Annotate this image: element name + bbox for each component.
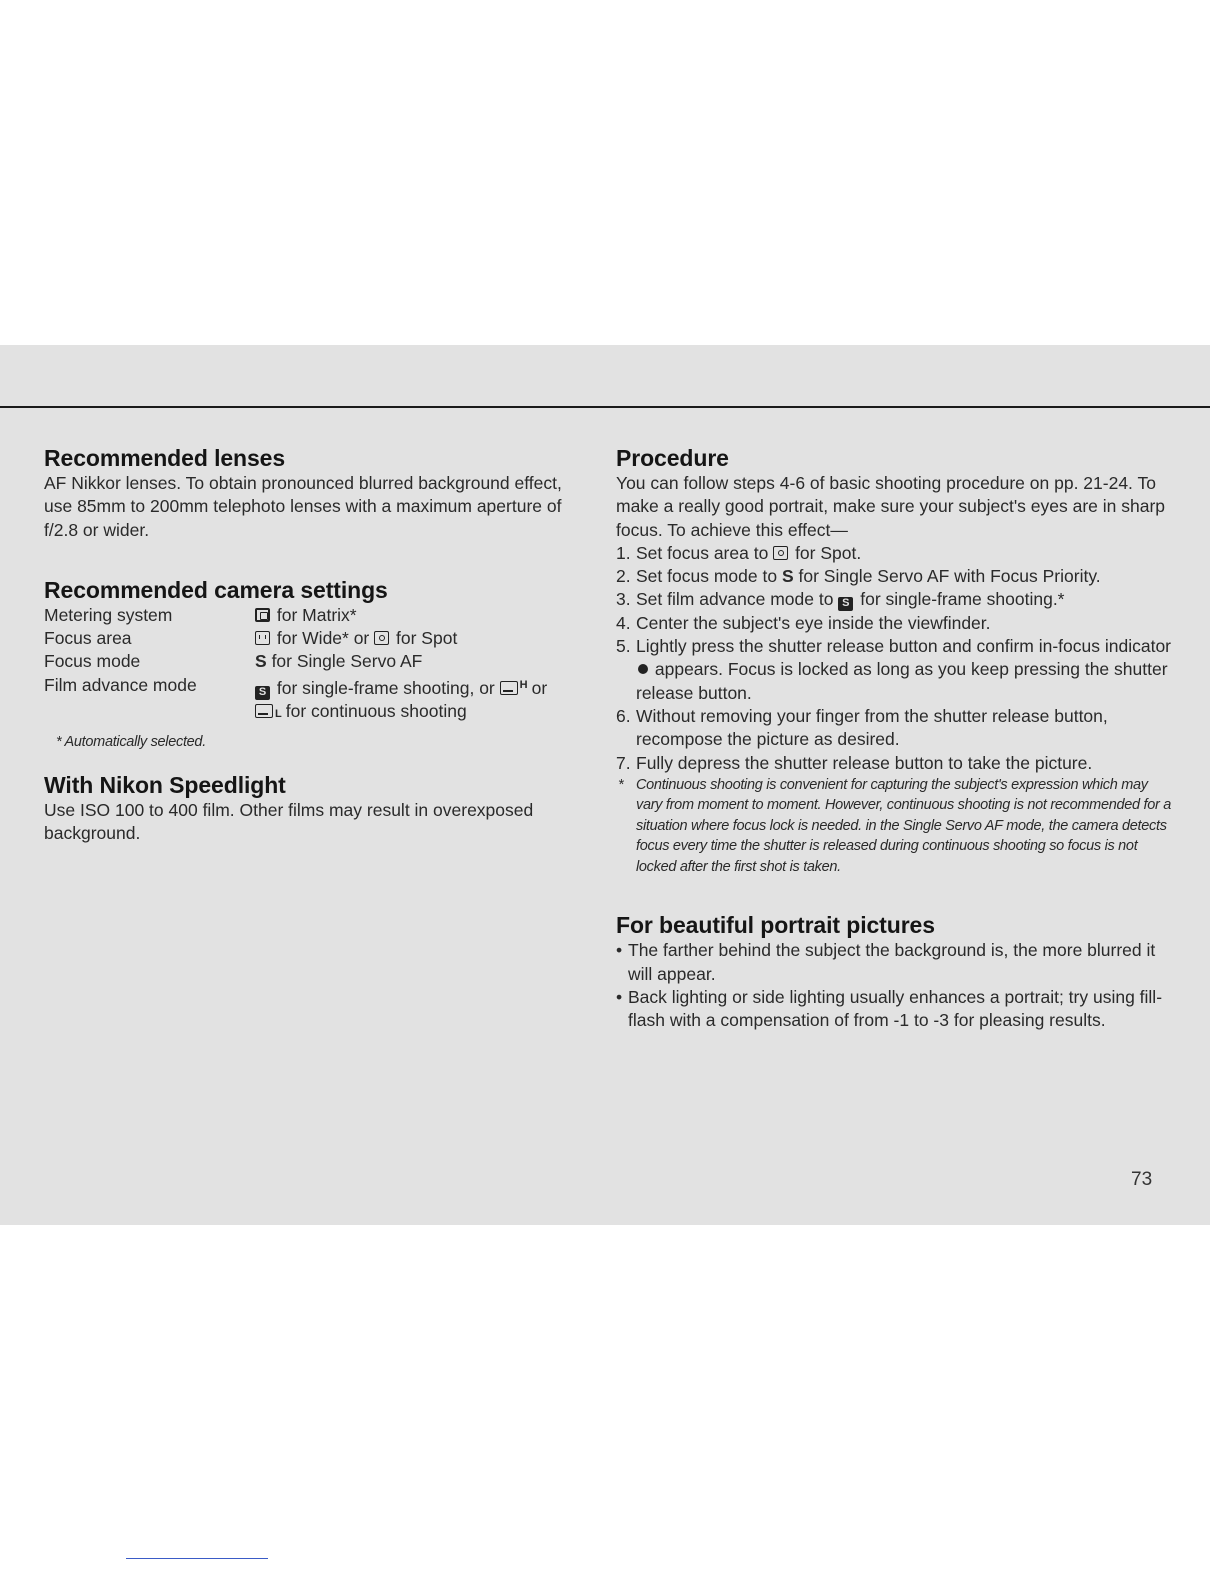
left-column bbox=[44, 444, 589, 865]
list-item: 6. Without removing your finger from the shutter release button, recompose the picture as desired. bbox=[616, 705, 1108, 750]
top-rule bbox=[0, 406, 1210, 408]
list-item: 5. Lightly press the shutter release button and confirm in-focus indicator appears. Focus is locked as long as you keep pressing the shutter release button. bbox=[616, 636, 1172, 703]
procedure-steps bbox=[616, 542, 1174, 775]
list-item: 2. Set focus mode to S for Single Servo AF with Focus Priority. bbox=[616, 566, 1101, 587]
section-camera-settings bbox=[44, 576, 589, 753]
section-recommended-lenses bbox=[44, 444, 589, 542]
heading-procedure: Procedure bbox=[616, 445, 729, 471]
section-speedlight bbox=[44, 771, 589, 846]
link-underline bbox=[126, 1558, 268, 1559]
heading-recommended-lenses: Recommended lenses bbox=[44, 445, 286, 471]
single-frame-icon: S bbox=[838, 597, 853, 611]
list-item: • Back lighting or side lighting usually enhances a portrait; try using fill-flash with a compensation of from -1 to -3 for pleasing results. bbox=[616, 986, 1174, 1033]
in-focus-indicator-icon bbox=[638, 664, 648, 674]
continuous-shooting-footnote: * Continuous shooting is convenient for capturing the subject's expression which may vary from moment to moment. However, continuous shooting is not recommended for a situation where focus lock is needed. in the Single Servo AF mode, the camera detects focus every time the shutter is released during continuous shooting so focus is not locked after the first shot is taken. bbox=[618, 776, 1172, 875]
setting-label: Metering system bbox=[44, 604, 173, 625]
spot-area-icon bbox=[773, 546, 788, 560]
setting-label: Focus mode bbox=[44, 651, 141, 672]
portrait-tips-list bbox=[616, 939, 1174, 1032]
list-item: 3. Set film advance mode to S for single-frame shooting.* bbox=[616, 589, 1065, 610]
heading-portrait-tips: For beautiful portrait pictures bbox=[616, 912, 935, 939]
setting-value: for Matrix* bbox=[255, 604, 547, 627]
heading-camera-settings: Recommended camera settings bbox=[44, 576, 388, 603]
page-number: 73 bbox=[1131, 1169, 1153, 1190]
spot-area-icon bbox=[374, 631, 389, 645]
continuous-low-icon bbox=[255, 704, 273, 718]
single-servo-s-icon: S bbox=[781, 566, 794, 587]
list-item: 7. Fully depress the shutter release button to take the picture. bbox=[616, 752, 1093, 773]
setting-value: S for Single Servo AF bbox=[255, 651, 423, 672]
procedure-intro: You can follow steps 4-6 of basic shooting procedure on pp. 21-24. To make a really good portrait, make sure your subject's eyes are in sharp focus. To achieve this effect— bbox=[616, 473, 1166, 540]
single-servo-s-icon: S bbox=[255, 651, 267, 672]
settings-table bbox=[44, 604, 547, 726]
matrix-metering-icon bbox=[255, 608, 270, 622]
speedlight-text: Use ISO 100 to 400 film. Other films may result in overexposed background. bbox=[44, 799, 534, 844]
section-procedure bbox=[616, 444, 1174, 877]
settings-row bbox=[44, 627, 547, 650]
wide-area-icon bbox=[255, 631, 270, 645]
lenses-text: AF Nikkor lenses. To obtain pronounced blurred background effect, use 85mm to 200mm telephoto lenses with a maximum aperture of f/2.8 or wider. bbox=[44, 473, 562, 540]
setting-label: Film advance mode bbox=[44, 674, 197, 695]
auto-selected-footnote: * Automatically selected. bbox=[56, 734, 206, 751]
right-column bbox=[616, 444, 1174, 1033]
settings-row bbox=[44, 604, 547, 627]
settings-row bbox=[44, 650, 547, 673]
section-portrait-tips bbox=[616, 911, 1174, 1032]
setting-value: for Wide* or for Spot bbox=[255, 627, 547, 650]
heading-speedlight: With Nikon Speedlight bbox=[44, 771, 286, 798]
setting-label: Focus area bbox=[44, 628, 132, 649]
list-item: 4. Center the subject's eye inside the viewfinder. bbox=[616, 612, 991, 633]
list-item: • The farther behind the subject the background is, the more blurred it will appear. bbox=[616, 939, 1174, 986]
list-item: 1. Set focus area to for Spot. bbox=[616, 542, 862, 563]
continuous-high-icon bbox=[500, 681, 518, 695]
settings-row bbox=[44, 674, 547, 727]
single-frame-icon: S bbox=[255, 686, 270, 700]
setting-value: S for single-frame shooting, or $^H$ or L for continuous shooting bbox=[255, 674, 547, 727]
